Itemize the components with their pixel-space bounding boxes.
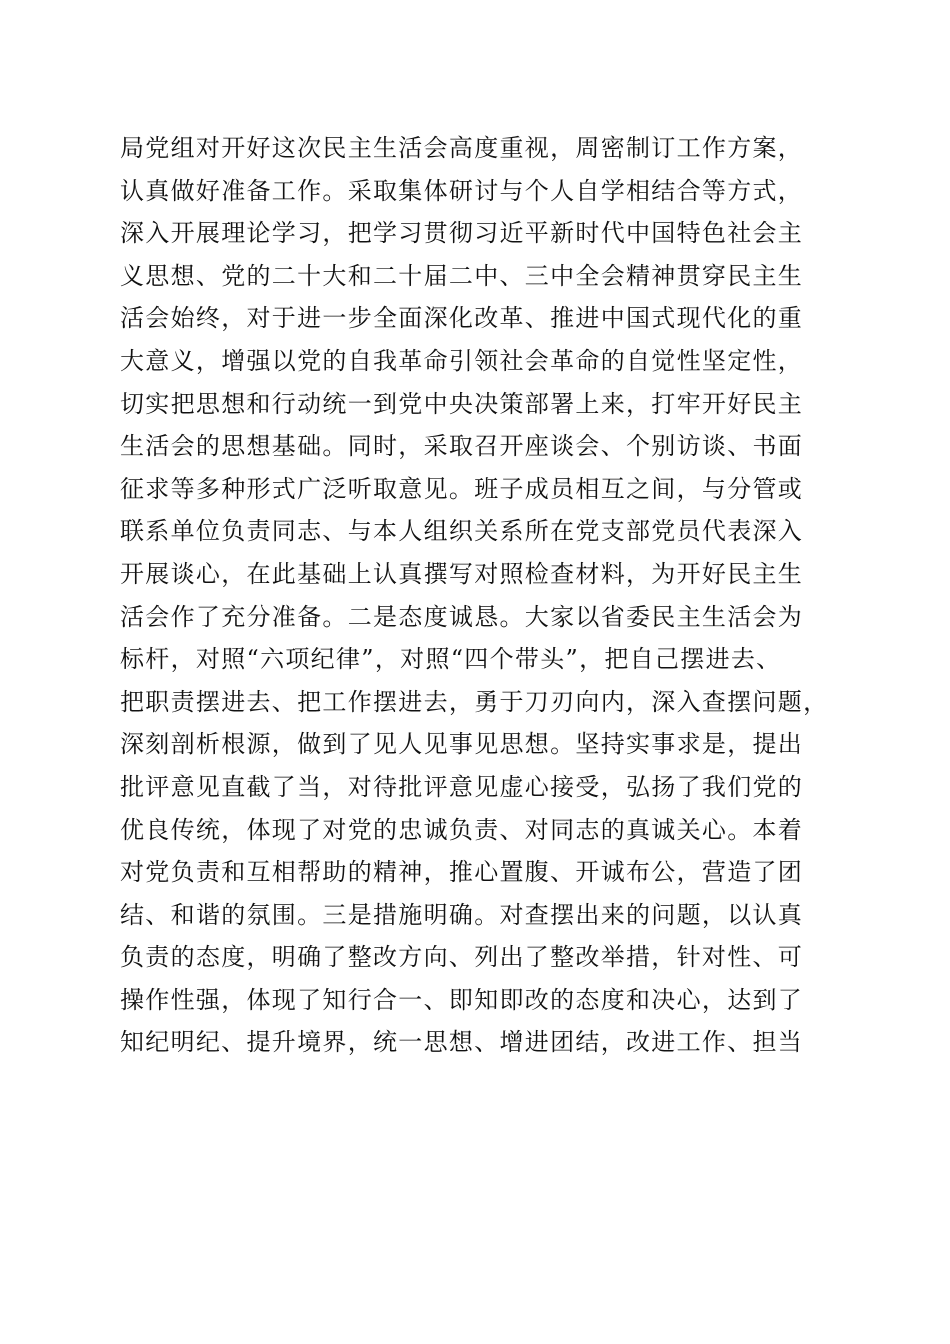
text-line: 生活会的思想基础。同时，采取召开座谈会、个别访谈、书面 (120, 432, 804, 461)
text-line: 对党负责和互相帮助的精神，推心置腹、开诚布公，营造了团 (120, 858, 804, 887)
text-line: 局党组对开好这次民主生活会高度重视，周密制订工作方案， (120, 134, 804, 162)
text-line: 优良传统，体现了对党的忠诚负责、对同志的真诚关心。本着 (120, 815, 804, 844)
text-line: 批评意见直截了当，对待批评意见虚心接受，弘扬了我们党的 (120, 772, 804, 801)
text-line: 深入开展理论学习，把学习贯彻习近平新时代中国特色社会主 (120, 219, 804, 248)
text-line: 开展谈心，在此基础上认真撰写对照检查材料，为开好民主生 (120, 559, 804, 588)
text-line: 操作性强，体现了知行合一、即知即改的态度和决心，达到了 (120, 985, 804, 1014)
text-line: 标杆，对照“六项纪律”，对照“四个带头”，把自己摆进去、 (120, 645, 782, 674)
text-line: 负责的态度，明确了整改方向、列出了整改举措，针对性、可 (120, 943, 804, 972)
text-line: 联系单位负责同志、与本人组织关系所在党支部党员代表深入 (120, 517, 804, 546)
text-line: 大意义，增强以党的自我革命引领社会革命的自觉性坚定性， (120, 346, 804, 375)
text-line: 把职责摆进去、把工作摆进去，勇于刀刃向内，深入查摆问题， (120, 687, 829, 716)
text-line: 深刻剖析根源，做到了见人见事见思想。坚持实事求是，提出 (120, 730, 804, 759)
body-text (120, 127, 840, 1064)
text-line: 活会始终，对于进一步全面深化改革、推进中国式现代化的重 (120, 304, 804, 333)
text-line: 结、和谐的氛围。三是措施明确。对查摆出来的问题，以认真 (120, 900, 804, 929)
text-line: 征求等多种形式广泛听取意见。班子成员相互之间，与分管或 (120, 474, 804, 503)
text-line: 认真做好准备工作。采取集体研讨与个人自学相结合等方式， (120, 176, 804, 205)
text-line: 知纪明纪、提升境界，统一思想、增进团结，改进工作、担当 (120, 1028, 804, 1057)
text-line: 活会作了充分准备。二是态度诚恳。大家以省委民主生活会为 (120, 602, 804, 631)
text-line: 义思想、党的二十大和二十届二中、三中全会精神贯穿民主生 (120, 261, 804, 290)
text-line: 切实把思想和行动统一到党中央决策部署上来，打牢开好民主 (120, 389, 804, 418)
